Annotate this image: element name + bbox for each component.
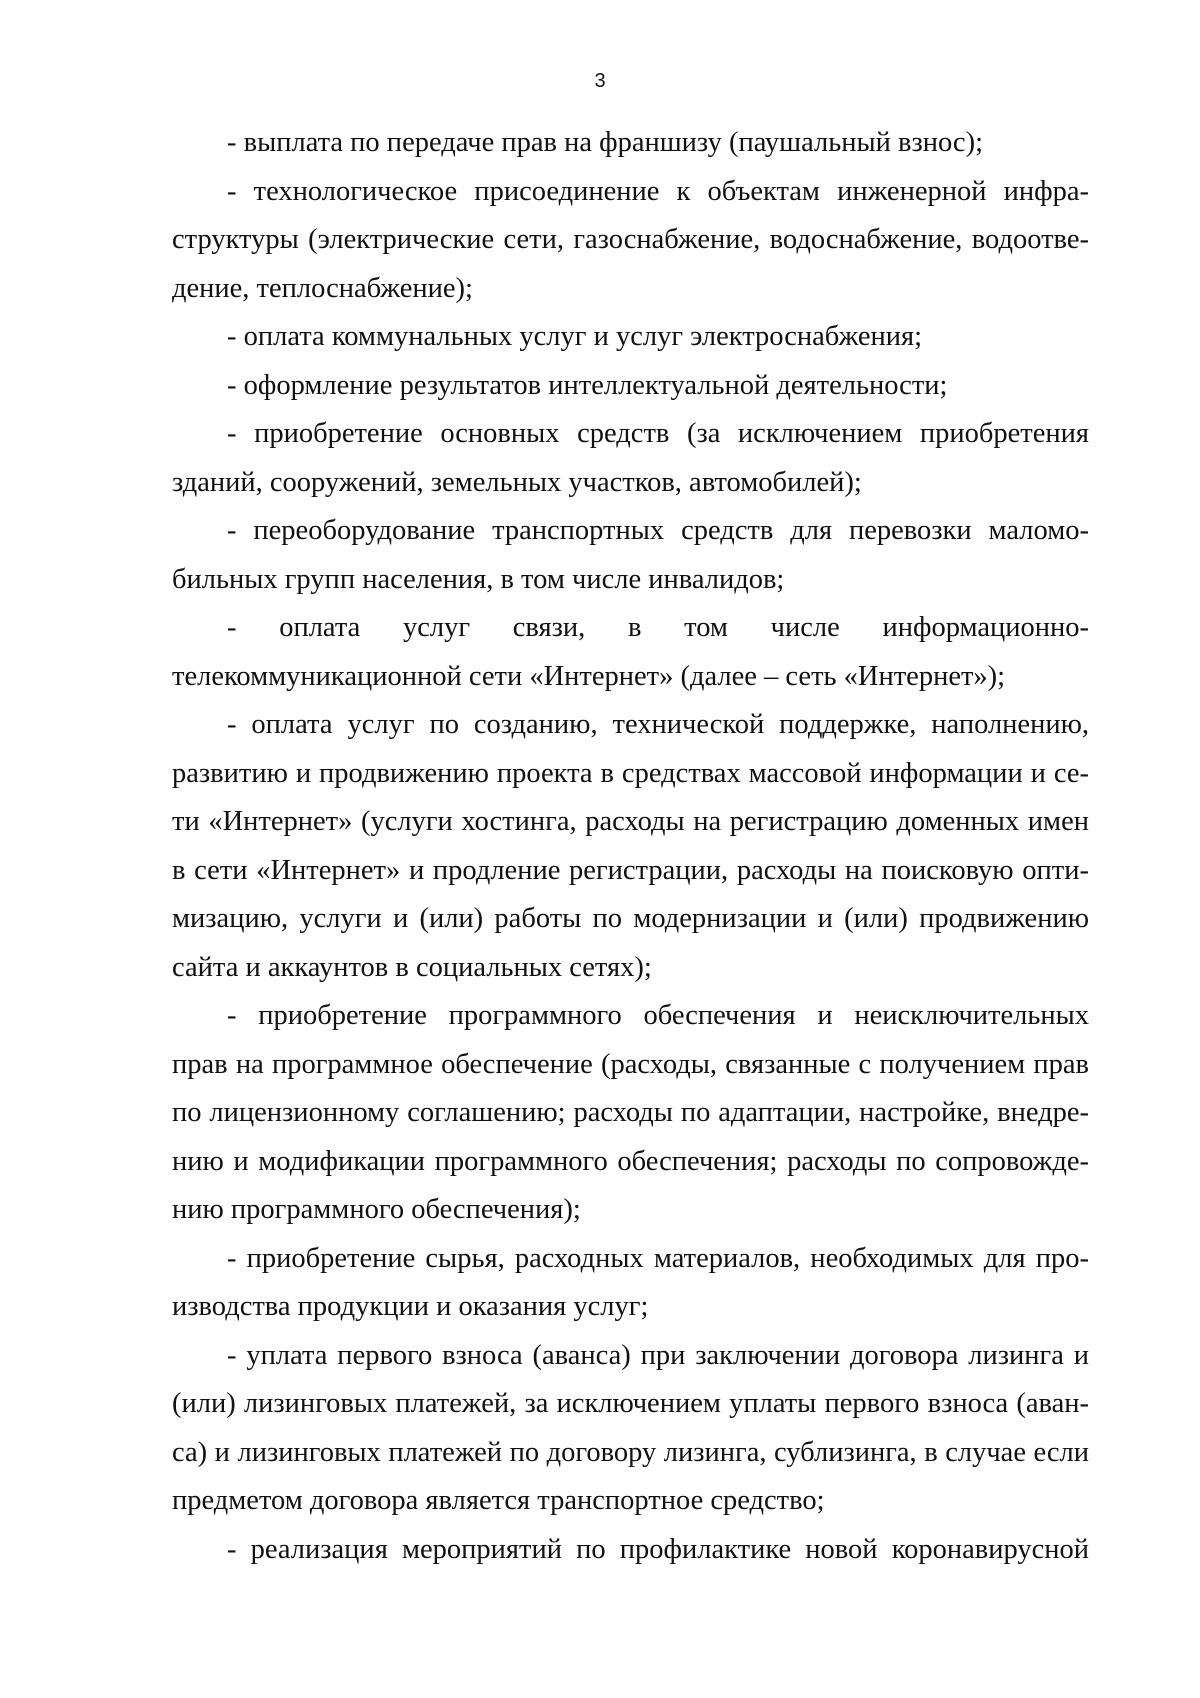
text-line: - реализация мероприятий по профилактике новой коронавирусной [227,1533,1089,1565]
text-line: са) и лизинговых платежей по договору лизинга, сублизинга, в случае если [172,1436,1089,1468]
page-number: 3 [594,70,606,92]
text-line: развитию и продвижению проекта в средствах массовой информации и се- [172,757,1089,789]
text-line: - переоборудование транспортных средств для перевозки маломо- [227,515,1089,546]
text-line: бильных групп населения, в том числе инвалидов; [172,563,785,595]
text-line: - приобретение основных средств (за исключением приобретения [227,418,1089,449]
document-body [172,119,1089,1574]
text-line: по лицензионному соглашению; расходы по адаптации, настройке, внедре- [172,1097,1089,1128]
text-line: изводства продукции и оказания услуг; [172,1291,649,1322]
text-line: сайта и аккаунтов в социальных сетях); [172,951,652,983]
text-line: в сети «Интернет» и продление регистрации, расходы на поисковую опти- [172,854,1089,886]
text-line: - оплата услуг по созданию, технической поддержке, наполнению, [227,709,1089,740]
text-line: нию и модификации программного обеспечения; расходы по сопровожде- [172,1145,1089,1177]
text-line: - уплата первого взноса (аванса) при заключении договора лизинга и [227,1339,1089,1371]
text-line: нию программного обеспечения); [172,1194,581,1225]
text-line: ти «Интернет» (услуги хостинга, расходы на регистрацию доменных имен [172,806,1089,837]
text-line: структуры (электрические сети, газоснабжение, водоснабжение, водоотве- [172,224,1089,255]
text-line: (или) лизинговых платежей, за исключением уплаты первого взноса (аван- [172,1388,1089,1419]
text-line: - выплата по передаче прав на франшизу (паушальный взнос); [227,127,983,158]
text-line: дение, теплоснабжение); [172,272,473,304]
text-line: мизацию, услуги и (или) работы по модернизации и (или) продвижению [172,903,1089,934]
text-line: - приобретение программного обеспечения и неисключительных [227,1000,1089,1031]
text-line: телекоммуникационной сети «Интернет» (далее – сеть «Интернет»); [172,660,1006,692]
text-line: - оплата услуг связи, в том числе информационно- [227,612,1089,643]
text-line: - приобретение сырья, расходных материалов, необходимых для про- [227,1242,1089,1274]
text-line: прав на программное обеспечение (расходы, связанные с получением прав [172,1048,1089,1080]
text-line: - оформление результатов интеллектуальной деятельности; [227,369,948,401]
text-line: зданий, сооружений, земельных участков, автомобилей); [172,466,862,498]
text-line: - оплата коммунальных услуг и услуг электроснабжения; [227,321,923,352]
text-line: предметом договора является транспортное средство; [172,1485,825,1516]
text-line: - технологическое присоединение к объектам инженерной инфра- [227,175,1089,207]
